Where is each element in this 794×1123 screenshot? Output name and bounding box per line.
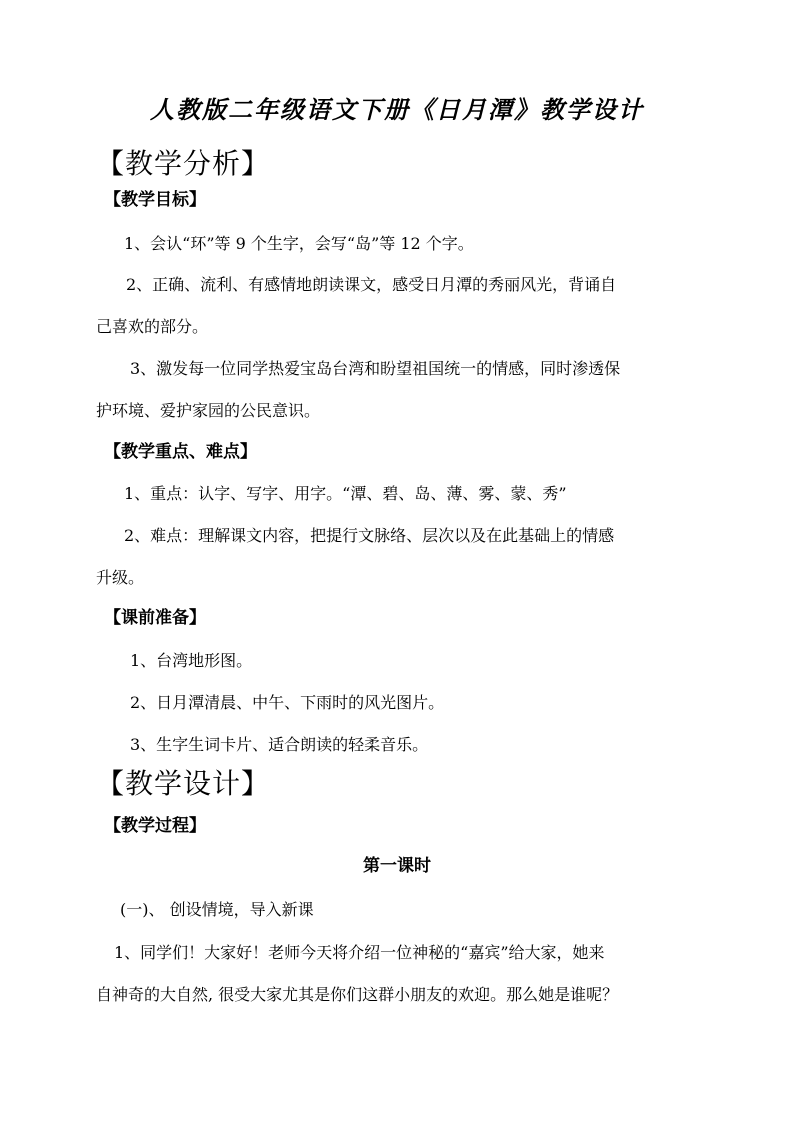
section-heading-design: 【教学设计】 [96, 767, 271, 800]
heading-teaching-goals: 【教学目标】 [104, 190, 206, 210]
lesson-title: 第一课时 [363, 856, 431, 876]
step-1-para-line-2: 自神奇的大自然, 很受大家尤其是你们这群小朋友的欢迎。那么她是谁呢？ [96, 985, 619, 1004]
step-1-para-line-1: 1、同学们！大家好！老师今天将介绍一位神秘的“嘉宾”给大家，她来 [114, 943, 605, 962]
prep-item-3: 3、生字生词卡片、适合朗读的轻柔音乐。 [130, 735, 429, 754]
goal-item-3-line-1: 3、激发每一位同学热爱宝岛台湾和盼望祖国统一的情感，同时渗透保 [130, 359, 621, 378]
goal-item-2-line-2: 己喜欢的部分。 [96, 317, 209, 336]
goal-item-3-line-2: 护环境、爱护家园的公民意识。 [96, 401, 321, 420]
prep-item-1: 1、台湾地形图。 [130, 651, 253, 670]
keypoint-item-2-line-1: 2、难点：理解课文内容，把提行文脉络、层次以及在此基础上的情感 [124, 526, 615, 545]
document-title: 人教版二年级语文下册《日月潭》教学设计 [150, 96, 644, 124]
keypoint-item-1: 1、重点：认字、写字、用字。“潭、碧、岛、薄、雾、蒙、秀” [124, 484, 567, 503]
keypoint-item-2-line-2: 升级。 [96, 568, 145, 587]
prep-item-2: 2、日月潭清晨、中午、下雨时的风光图片。 [130, 693, 445, 712]
heading-key-points: 【教学重点、难点】 [104, 442, 257, 462]
goal-item-2-line-1: 2、正确、流利、有感情地朗读课文，感受日月潭的秀丽风光，背诵自 [126, 275, 617, 294]
section-heading-analysis: 【教学分析】 [96, 147, 271, 180]
goal-item-1: 1、会认“环”等 9 个生字，会写“岛”等 12 个字。 [124, 234, 474, 253]
heading-preparation: 【课前准备】 [104, 608, 206, 628]
heading-teaching-process: 【教学过程】 [104, 816, 206, 836]
step-1-heading: (一)、 创设情境，导入新课 [120, 900, 314, 919]
